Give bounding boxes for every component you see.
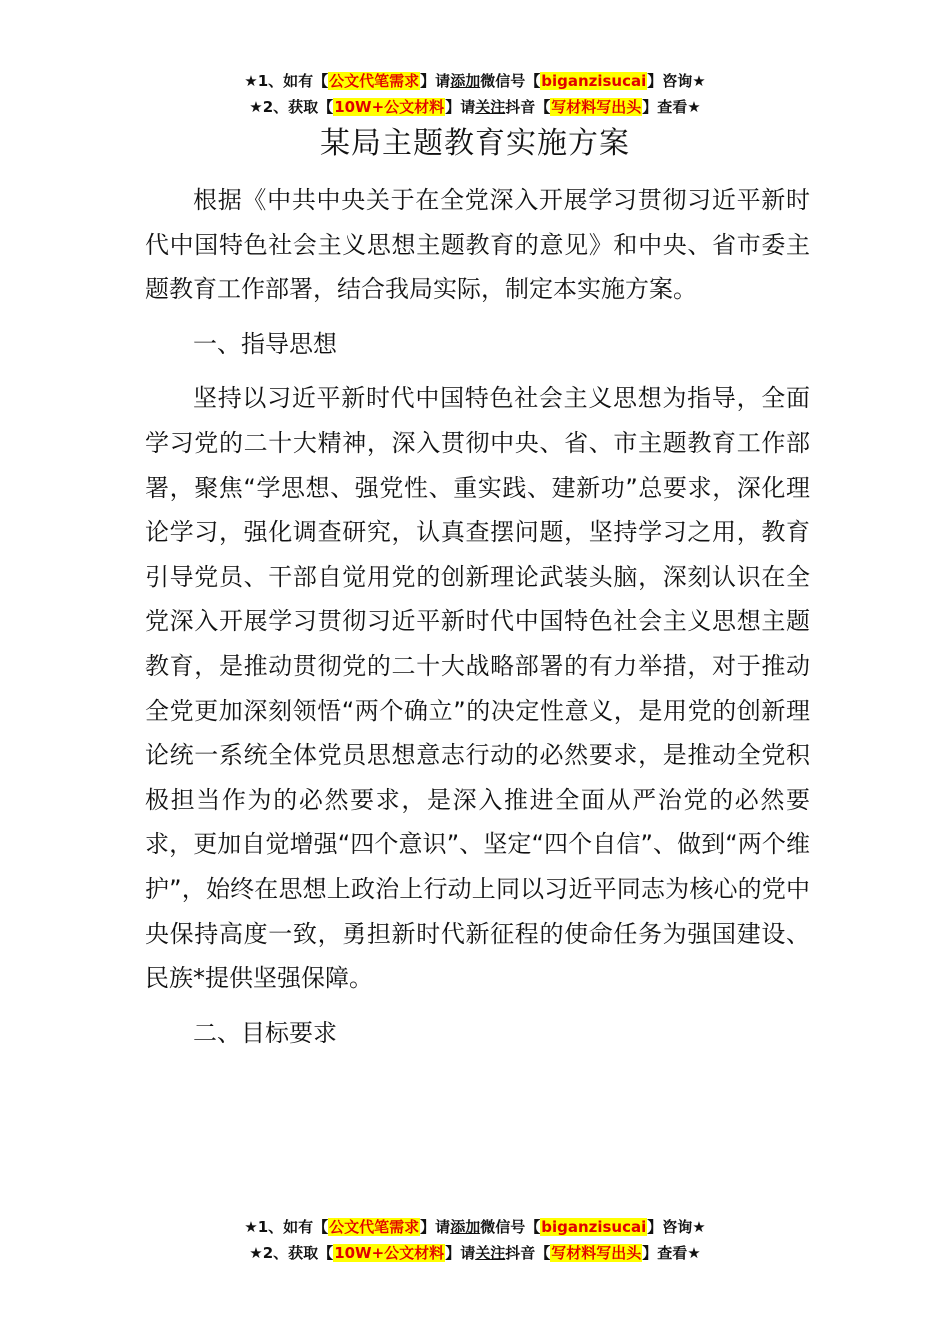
highlight-materials: 10W+公文材料 xyxy=(334,1244,445,1262)
intro-paragraph: 根据《中共中央关于在全党深入开展学习贯彻习近平新时代中国特色社会主义思想主题教育的意见》和中央、省市委主题教育工作部署，结合我局实际，制定本实施方案。 xyxy=(145,186,810,304)
banner-line-2: ★2、获取【10W+公文材料】请关注抖音【写材料写出头】查看★ xyxy=(249,98,701,116)
highlight-wechat-id: biganzisucai xyxy=(541,1218,647,1236)
banner-line-1: ★1、如有【公文代笔需求】请添加微信号【biganzisucai】咨询★ xyxy=(244,72,706,90)
highlight-douyin-account: 写材料写出头 xyxy=(551,98,642,116)
highlight-service: 公文代笔需求 xyxy=(329,72,420,90)
document-title: 某局主题教育实施方案 xyxy=(320,126,630,161)
guiding-ideology-paragraph: 坚持以习近平新时代中国特色社会主义思想为指导，全面学习党的二十大精神，深入贯彻中央、省、市主题教育工作部署，聚焦“学思想、强党性、重实践、建新功”总要求，深化理论学习，强化调查研究，认真查摆问题，坚持学习之用，教育引导党员、干部自觉用党的创新理论武装头脑，深刻认识在全党深入开展学习贯彻习近平新时代中国特色社会主义思想主题教育，是推动贯彻党的二十大战略部署的有力举措，对于推动全党更加深刻领悟“两个确立”的决定性意义，是用党的创新理论统一系统全体党员思想意志行动的必然要求，是推动全党积极担当作为的必然要求，是深入推进全面从严治党的必然要求，更加自觉增强“四个意识”、坚定“四个自信”、做到“两个维护”，始终在思想上政治上行动上同以习近平同志为核心的党中央保持高度一致，勇担新时代新征程的使命任务为强国建设、民族*提供坚强保障。 xyxy=(145,384,810,993)
banner-line-1: ★1、如有【公文代笔需求】请添加微信号【biganzisucai】咨询★ xyxy=(244,1218,706,1236)
section-heading-guiding-ideology: 一、指导思想 xyxy=(193,329,337,358)
banner-line-2: ★2、获取【10W+公文材料】请关注抖音【写材料写出头】查看★ xyxy=(249,1244,701,1262)
highlight-wechat-id: biganzisucai xyxy=(541,72,647,90)
highlight-service: 公文代笔需求 xyxy=(329,1218,420,1236)
section-heading-objectives: 二、目标要求 xyxy=(193,1018,337,1047)
header-banner xyxy=(0,68,950,120)
highlight-douyin-account: 写材料写出头 xyxy=(551,1244,642,1262)
highlight-materials: 10W+公文材料 xyxy=(334,98,445,116)
document-body xyxy=(145,178,810,1055)
footer-banner xyxy=(0,1214,950,1266)
